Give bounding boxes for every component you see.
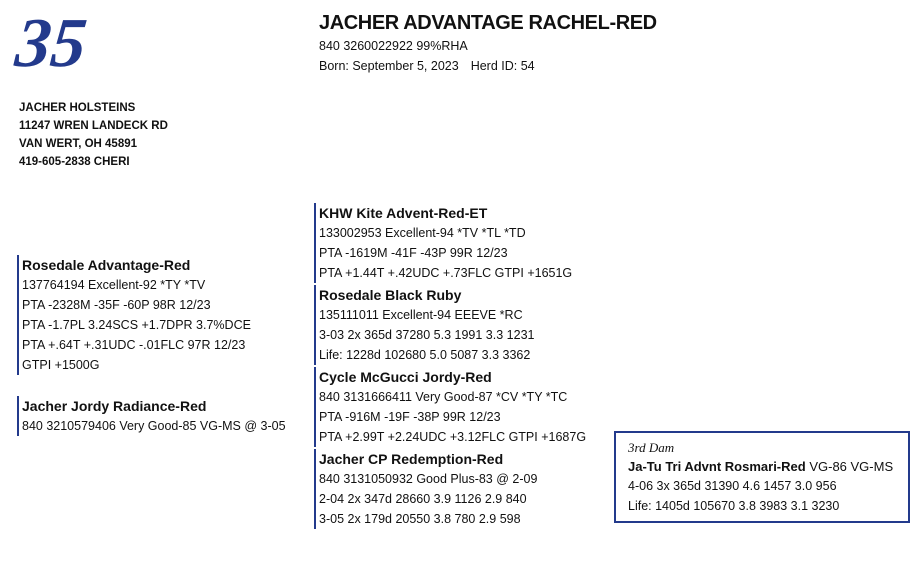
dam-block [17, 396, 286, 436]
animal-header [319, 10, 657, 76]
owner-phone: 419-605-2838 CHERI [19, 156, 130, 168]
sire-block [17, 255, 251, 375]
sires-sire-line: 133002953 Excellent-94 *TV *TL *TD [319, 226, 526, 240]
animal-born: Born: September 5, 2023 [319, 59, 459, 73]
dams-sire-line: PTA -916M -19F -38P 99R 12/23 [319, 410, 501, 424]
sire-line: PTA -2328M -35F -60P 98R 12/23 [22, 298, 211, 312]
lot-number: 35 [12, 5, 91, 82]
third-dam-line: 4-06 3x 365d 31390 4.6 1457 3.0 956 [628, 479, 837, 493]
sire-line: PTA -1.7PL 3.24SCS +1.7DPR 3.7%DCE [22, 318, 251, 332]
sires-sire-line: PTA -1619M -41F -43P 99R 12/23 [319, 246, 508, 260]
third-dam-name-line [628, 457, 896, 476]
animal-herd-id: Herd ID: 54 [470, 59, 535, 73]
animal-id-line: 840 3260022922 99%RHA [319, 39, 468, 53]
dams-dam-block [314, 449, 537, 529]
owner-city: VAN WERT, OH 45891 [19, 138, 138, 150]
dams-dam-line: 3-05 2x 179d 20550 3.8 780 2.9 598 [319, 512, 521, 526]
dams-dam-name: Jacher CP Redemption-Red [319, 451, 504, 467]
animal-birth-line [319, 56, 657, 76]
sires-sire-block [314, 203, 572, 283]
dams-sire-line: PTA +2.99T +2.24UDC +3.12FLC GTPI +1687G [319, 430, 587, 444]
sires-sire-line: PTA +1.44T +.42UDC +.73FLC GTPI +1651G [319, 266, 573, 280]
owner-farm: JACHER HOLSTEINS [19, 102, 136, 114]
sire-line: 137764194 Excellent-92 *TY *TV [22, 278, 206, 292]
dam-name: Jacher Jordy Radiance-Red [22, 398, 207, 414]
sires-dam-line: 3-03 2x 365d 37280 5.3 1991 3.3 1231 [319, 328, 535, 342]
sire-line: PTA +.64T +.31UDC -.01FLC 97R 12/23 [22, 338, 246, 352]
third-dam-classification: VG-86 VG-MS [809, 459, 894, 474]
sire-line: GTPI +1500G [22, 358, 100, 372]
dams-sire-line: 840 3131666411 Very Good-87 *CV *TY *TC [319, 390, 568, 404]
dams-dam-line: 2-04 2x 347d 28660 3.9 1126 2.9 840 [319, 492, 527, 506]
sires-dam-line: 135111011 Excellent-94 EEEVE *RC [319, 308, 523, 322]
animal-name: JACHER ADVANTAGE RACHEL-RED [319, 12, 657, 34]
third-dam-label: 3rd Dam [628, 440, 675, 455]
third-dam-box [614, 431, 910, 523]
sires-sire-name: KHW Kite Advent-Red-ET [319, 205, 488, 221]
owner-street: 11247 WREN LANDECK RD [19, 120, 168, 132]
sires-dam-block [314, 285, 534, 365]
owner-info [19, 99, 168, 171]
dams-sire-block [314, 367, 586, 447]
sires-dam-line: Life: 1228d 102680 5.0 5087 3.3 3362 [319, 348, 531, 362]
dams-sire-name: Cycle McGucci Jordy-Red [319, 369, 492, 385]
third-dam-name: Ja-Tu Tri Advnt Rosmari-Red [628, 459, 806, 474]
sires-dam-name: Rosedale Black Ruby [319, 287, 462, 303]
sire-name: Rosedale Advantage-Red [22, 257, 191, 273]
third-dam-line: Life: 1405d 105670 3.8 3983 3.1 3230 [628, 499, 840, 513]
dams-dam-line: 840 3131050932 Good Plus-83 @ 2-09 [319, 472, 538, 486]
dam-line: 840 3210579406 Very Good-85 VG-MS @ 3-05 [22, 419, 286, 433]
